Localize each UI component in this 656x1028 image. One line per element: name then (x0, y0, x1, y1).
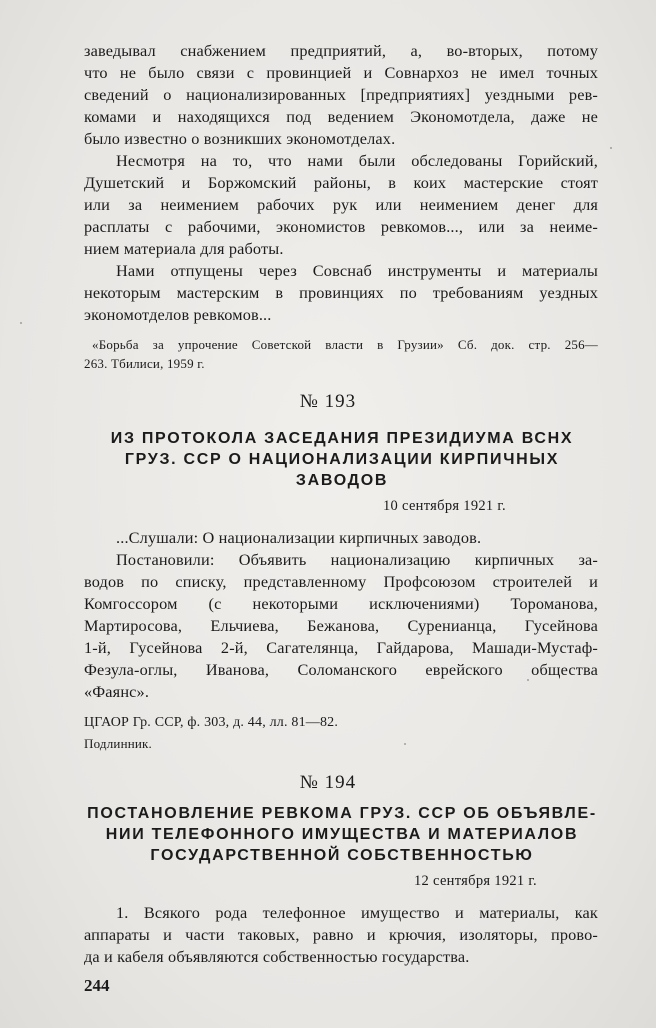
paper-speck (527, 679, 529, 681)
document-number: № 194 (299, 772, 357, 793)
text-line: сведений о национализированных [предприятиях] уездными рев- (84, 85, 598, 104)
text-line: или за неимением рабочих рук или неимением денег для (84, 195, 598, 214)
text-line: водов по списку, представленному Профсоюзом строителей и (84, 572, 598, 591)
source-note-line: 263. Тбилиси, 1959 г. (84, 356, 205, 371)
text-line: 1. Всякого рода телефонное имущество и материалы, как (116, 903, 598, 922)
text-line: аппараты и части таковых, равно и крючия, изоляторы, прово- (84, 925, 598, 944)
page-number: 244 (84, 976, 110, 995)
document-number: № 193 (299, 391, 357, 412)
source-note-line: «Борьба за упрочение Советской власти в Грузии» Сб. док. стр. 256— (92, 337, 598, 352)
text-line: некоторым мастерским в провинциях по требованиям уездных (84, 283, 598, 302)
document-heading-line: ГОСУДАРСТВЕННОЙ СОБСТВЕННОСТЬЮ (150, 847, 534, 864)
original-note: Подлинник. (84, 736, 153, 751)
document-heading-line: ГРУЗ. ССР О НАЦИОНАЛИЗАЦИИ КИРПИЧНЫХ (124, 451, 560, 468)
text-line: нием материала для работы. (84, 239, 284, 258)
document-heading-line: ИЗ ПРОТОКОЛА ЗАСЕДАНИЯ ПРЕЗИДИУМА ВСНХ (110, 430, 574, 447)
text-line: Душетский и Боржомский районы, в коих мастерские стоят (84, 173, 598, 192)
paper-speck (20, 322, 22, 324)
text-line: расплаты с рабочими, экономистов ревкомов..., или за неиме- (84, 217, 598, 236)
document-date: 12 сентября 1921 г. (414, 873, 537, 889)
text-line: комами и находящихся под ведением Экономотдела, даже не (84, 107, 598, 126)
archive-reference: ЦГАОР Гр. ССР, ф. 303, д. 44, лл. 81—82. (84, 715, 339, 730)
text-line: Комгоссором (с некоторыми исключениями) Тороманова, (84, 594, 598, 613)
document-heading-line: ЗАВОДОВ (295, 472, 389, 489)
text-line: 1-й, Гусейнова 2-й, Сагателянца, Гайдарова, Машади-Мустаф- (84, 638, 598, 657)
text-line: экономотделов ревкомов... (84, 305, 272, 324)
text-line: было известно о возникших экономотделах. (84, 129, 396, 148)
paper-speck (610, 147, 612, 149)
text-line: Мартиросова, Ельчиева, Бежанова, Суренианца, Гусейнова (84, 616, 598, 635)
document-date: 10 сентября 1921 г. (383, 498, 506, 514)
text-line: заведывал снабжением предприятий, а, во-вторых, потому (84, 41, 598, 60)
text-line: Несмотря на то, что нами были обследованы Горийский, (116, 151, 598, 170)
text-line: «Фаянс». (84, 682, 150, 701)
text-line: что не было связи с провинцией и Совнархоз не имел точных (84, 63, 598, 82)
paper-speck (404, 743, 406, 745)
text-line: да и кабеля объявляются собственностью государства. (84, 947, 470, 966)
text-line: ...Слушали: О национализации кирпичных заводов. (116, 528, 482, 547)
text-line: Нами отпущены через Совснаб инструменты и материалы (116, 261, 598, 280)
document-heading-line: ПОСТАНОВЛЕНИЕ РЕВКОМА ГРУЗ. ССР ОБ ОБЪЯВЛЕ- (87, 805, 597, 822)
text-line: Постановили: Объявить национализацию кирпичных за- (116, 550, 598, 569)
document-heading-line: НИИ ТЕЛЕФОННОГО ИМУЩЕСТВА И МАТЕРИАЛОВ (105, 826, 579, 843)
text-line: Фезула-оглы, Иванова, Соломанского еврейского общества (84, 660, 598, 679)
